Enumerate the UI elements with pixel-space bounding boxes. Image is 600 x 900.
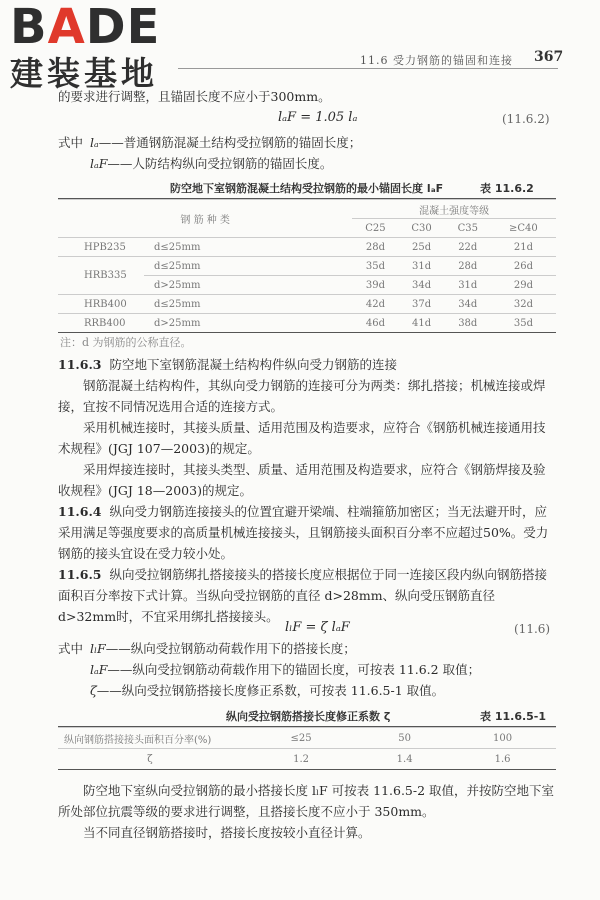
table-header-cell: C30 — [399, 219, 445, 238]
where-item: ζ——纵向受拉钢筋搭接长度修正系数，可按表 11.6.5-1 取值。 — [90, 683, 445, 698]
section-11-6-3-heading: 11.6.3 防空地下室钢筋混凝土结构构件纵向受力钢筋的连接 — [58, 357, 397, 372]
equation-number: (11.6.2) — [502, 112, 550, 126]
table-cell: ≤25 — [242, 728, 360, 749]
where-lead: 式中 — [58, 641, 84, 656]
paragraph: 防空地下室纵向受拉钢筋的最小搭接长度 lₗF 可按表 11.6.5-2 取值，并按防空地下室所处部位抗震等级的要求进行调整，且搭接长度不应小于 350mm。 — [58, 783, 555, 819]
paragraph: 当不同直径钢筋搭接时，搭接长度按较小直径计算。 — [83, 825, 371, 840]
table-cell: 100 — [449, 728, 556, 749]
table-title: 防空地下室钢筋混凝土结构受拉钢筋的最小锚固长度 lₐF — [170, 182, 444, 195]
table-header-cell: C35 — [445, 219, 491, 238]
table-cell: 1.6 — [449, 749, 556, 770]
table-cell: 34d — [445, 295, 491, 314]
table-cell: 41d — [399, 314, 445, 333]
equation-number: (11.6) — [514, 622, 551, 636]
table-cell: 21d — [491, 238, 556, 257]
running-header: 11.6 受力钢筋的锚固和连接 — [360, 54, 513, 67]
table-cell: 29d — [491, 276, 556, 295]
table-2 — [58, 726, 556, 770]
table-cell: 37d — [399, 295, 445, 314]
table-cell: 28d — [445, 257, 491, 276]
table-1 — [58, 198, 556, 333]
table-cell: ζ — [58, 749, 242, 770]
table-cell: 42d — [352, 295, 398, 314]
logo-subtitle: 建装基地 — [10, 54, 158, 93]
where-item: lₐ——普通钢筋混凝土结构受拉钢筋的锚固长度； — [90, 135, 362, 150]
section-11-6-4: 11.6.4 纵向受力钢筋连接接头的位置宜避开梁端、柱端箍筋加密区；当无法避开时，应采用满足等强度要求的高质量机械连接接头，且钢筋接头面积百分率不应超过50%。受力钢筋的接头宜设在受力较小处。 — [58, 504, 549, 561]
table-cell: d≤25mm — [144, 238, 352, 257]
table-header-row — [58, 200, 556, 219]
table-cell: 46d — [352, 314, 398, 333]
table-cell: 纵向钢筋搭接接头面积百分率(%) — [58, 728, 242, 749]
table-header-cell: C25 — [352, 219, 398, 238]
table-row — [58, 728, 556, 749]
table-cell: 32d — [491, 295, 556, 314]
paragraph: 采用机械连接时，其接头质量、适用范围及构造要求，应符合《钢筋机械连接通用技术规程》(JGJ 107—2003)的规定。 — [58, 420, 546, 456]
table-cell: 31d — [445, 276, 491, 295]
table-cell: 39d — [352, 276, 398, 295]
header-rule — [178, 68, 558, 69]
table-cell: 34d — [399, 276, 445, 295]
paragraph: 采用焊接连接时，其接头类型、质量、适用范围及构造要求，应符合《钢筋焊接及验收规程》(JGJ 18—2003)的规定。 — [58, 462, 546, 498]
table-note: 注：d 为钢筋的公称直径。 — [60, 336, 192, 349]
table-cell: 31d — [399, 257, 445, 276]
table-cell: 22d — [445, 238, 491, 257]
paragraph: 钢筋混凝土结构构件，其纵向受力钢筋的连接可分为两类：绑扎搭接；机械连接或焊接，宜按不同情况选用合适的连接方式。 — [58, 378, 546, 414]
publisher-logo — [10, 0, 175, 93]
table-cell: 28d — [352, 238, 398, 257]
table-cell: HPB235 — [58, 238, 144, 257]
table-cell: HRB335 — [58, 257, 144, 295]
table-cell: 50 — [360, 728, 449, 749]
table-cell: HRB400 — [58, 295, 144, 314]
table-number: 表 11.6.2 — [480, 182, 534, 195]
table-cell: 26d — [491, 257, 556, 276]
table-cell: d>25mm — [144, 276, 352, 295]
section-11-6-5: 11.6.5 纵向受拉钢筋绑扎搭接接头的搭接长度应根据位于同一连接区段内纵向钢筋搭接面积百分率按下式计算。当纵向受拉钢筋的直径 d>28mm、纵向受压钢筋直径 d>32mm时，不宜采用绑扎搭接接头。 — [58, 567, 547, 624]
equation-11-6-2: lₐF = 1.05 lₐ — [278, 110, 358, 125]
table-cell: 25d — [399, 238, 445, 257]
table-cell: d≤25mm — [144, 257, 352, 276]
logo-wordmark: BADE — [10, 0, 161, 55]
table-cell: RRB400 — [58, 314, 144, 333]
table-header-cell: ≥C40 — [491, 219, 556, 238]
table-cell: d>25mm — [144, 314, 352, 333]
intro-line: 的要求进行调整，且锚固长度不应小于300mm。 — [58, 89, 331, 104]
table-row — [58, 295, 556, 314]
table-title: 纵向受拉钢筋搭接长度修正系数 ζ — [226, 710, 391, 723]
table-row — [58, 749, 556, 770]
table-cell: 35d — [352, 257, 398, 276]
table-cell: 38d — [445, 314, 491, 333]
equation-11-6: lₗF = ζ lₐF — [285, 620, 350, 635]
where-lead: 式中 — [58, 135, 84, 150]
table-row — [58, 257, 556, 276]
where-item: lₐF——纵向受拉钢筋动荷载作用下的锚固长度，可按表 11.6.2 取值； — [90, 662, 481, 677]
table-cell: 1.4 — [360, 749, 449, 770]
where-item: lₗF——纵向受拉钢筋动荷载作用下的搭接长度； — [90, 641, 356, 656]
table-row — [58, 238, 556, 257]
table-row — [58, 314, 556, 333]
page-number: 367 — [534, 49, 564, 65]
table-cell: 35d — [491, 314, 556, 333]
where-item: lₐF——人防结构纵向受拉钢筋的锚固长度。 — [90, 156, 333, 171]
table-cell: 1.2 — [242, 749, 360, 770]
table-number: 表 11.6.5-1 — [480, 710, 547, 723]
table-header-cell: 混凝土强度等级 — [352, 200, 556, 219]
table-cell: d≤25mm — [144, 295, 352, 314]
table-header-cell: 钢 筋 种 类 — [58, 200, 352, 238]
